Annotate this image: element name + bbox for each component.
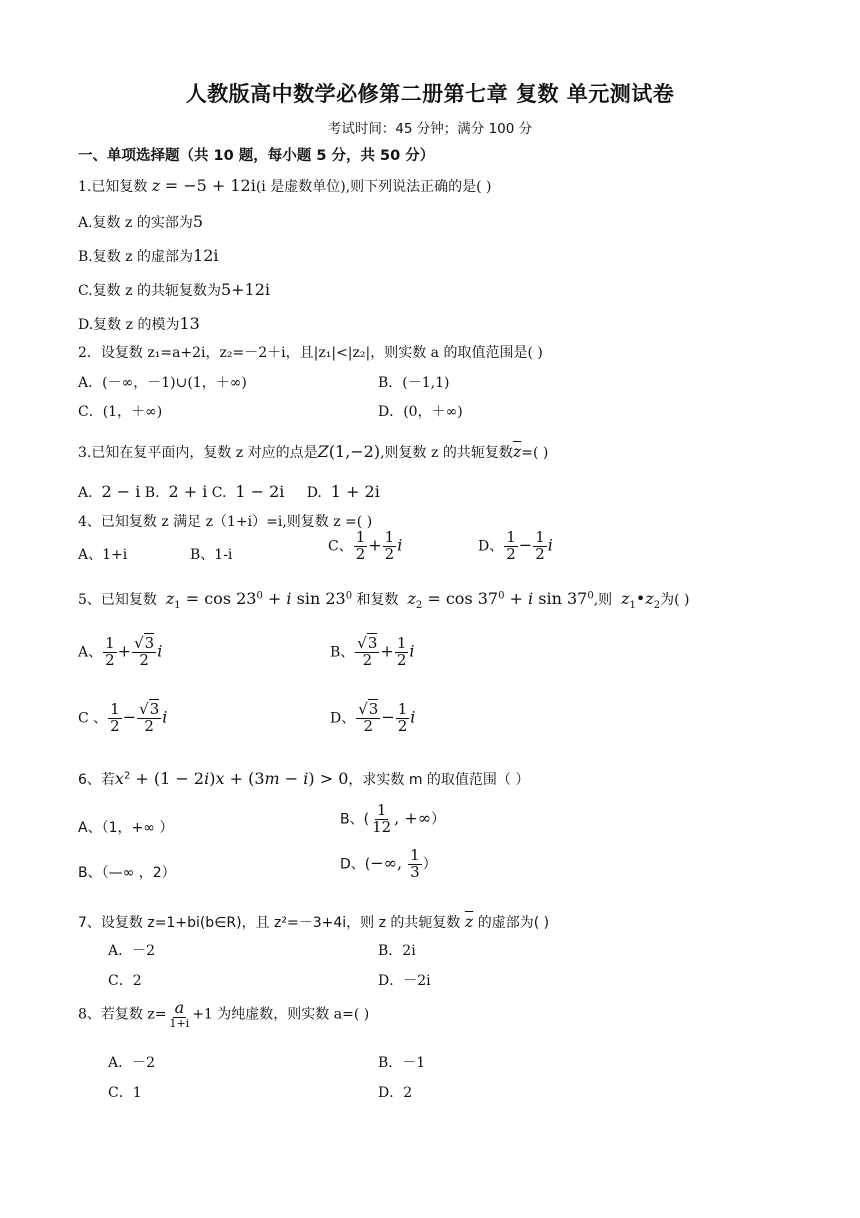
question-2-option-d: D．(0，＋∞) (378, 404, 463, 420)
question-1-option-d: D.复数 z 的模为13 (78, 314, 200, 333)
question-7-option-b: B．2i (378, 943, 416, 959)
question-6-option-d: D、(−∞, $\frac{1}{3}$ ） (340, 846, 437, 881)
question-6-option-b: B、( $\frac{1}{12}$ , +∞） (340, 801, 446, 836)
question-1-option-c: C.复数 z 的共轭复数为5+12i (78, 280, 271, 299)
question-5-option-c: C 、 $\frac{1}{2}$ − $\frac{√3}{2}$ i (78, 700, 168, 735)
question-1-stem: 1.已知复数 z = −5 + 12i(i 是虚数单位),则下列说法正确的是( ) (78, 176, 492, 195)
question-7-option-d: D．－2i (378, 973, 431, 989)
question-7-option-c: C．2 (108, 973, 142, 989)
question-2-option-b: B．(－1,1) (378, 375, 450, 391)
question-7-stem: 7、设复数 z=1+bi(b∈R)，且 z²=－3+4i，则 z 的共轭复数 $\overline{z}$ 的虚部为( ) (78, 912, 550, 931)
question-5-stem: 5、已知复数 $z_1 = \cos 23^0 + i$ $\sin 23^0$ 和复数 $z_2 = \cos 37^0 + i$ $\sin 37^0$,则 $z_1•z_2$为( ) (78, 589, 690, 611)
question-8-option-a: A．－2 (108, 1055, 156, 1071)
exam-info: 考试时间：45 分钟；满分 100 分 (327, 121, 533, 137)
question-4-option-d: D、 $\frac{1}{2}$ − $\frac{1}{2}$ i (478, 528, 553, 563)
question-8-option-d: D．2 (378, 1085, 413, 1101)
question-8-stem: 8、若复数 z= $\frac{a}{1+i}$ +1 为纯虚数，则实数 a=( ) (78, 998, 370, 1030)
question-5-option-b: B、 $\frac{√3}{2}$ + $\frac{1}{2}$ i (330, 634, 415, 669)
question-2-option-c: C．(1，＋∞) (78, 404, 163, 420)
question-2-option-a: A．(－∞，－1)∪(1，＋∞) (78, 375, 247, 391)
question-1-option-a: A.复数 z 的实部为5 (78, 212, 204, 231)
question-6-stem: 6、若$x^2 + (1 - 2i)x + (3m - i) > 0$，求实数 m 的取值范围（ ） (78, 769, 530, 788)
page-title: 人教版高中数学必修第二册第七章 复数 单元测试卷 (185, 82, 675, 106)
question-5-option-a: A、 $\frac{1}{2}$ + $\frac{√3}{2}$ i (78, 634, 163, 669)
question-5-option-d: D、 $\frac{√3}{2}$ − $\frac{1}{2}$ i (330, 700, 416, 735)
question-8-option-c: C．1 (108, 1085, 142, 1101)
question-4-option-c: C、 $\frac{1}{2}$ + $\frac{1}{2}$ i (328, 528, 403, 563)
question-6-option-c: B、（—∞ ，2） (78, 865, 176, 881)
question-4-stem: 4、已知复数 z 满足 z（1+i）=i,则复数 z =( ) (78, 514, 373, 530)
question-3-stem: 3.已知在复平面内，复数 z 对应的点是Z(1,−2),则复数 z 的共轭复数$\overline{z}=$( ) (78, 442, 549, 461)
question-7-option-a: A．－2 (108, 943, 156, 959)
question-4-option-b: B、1-i (190, 547, 233, 563)
question-3-options: A. 2 − i B. 2 + i C. 1 − 2i D. 1 + 2i (78, 482, 380, 501)
question-1-option-b: B.复数 z 的虚部为12i (78, 246, 219, 265)
question-6-option-a: A、（1，+∞ ） (78, 820, 174, 836)
question-4-option-a: A、1+i (78, 547, 128, 563)
section-heading: 一、单项选择题（共 10 题，每小题 5 分，共 50 分） (78, 148, 435, 164)
question-8-option-b: B．－1 (378, 1055, 426, 1071)
question-2-stem: 2．设复数 z₁=a+2i，z₂=－2＋i，且|z₁|<|z₂|，则实数 a 的取值范围是( ) (78, 345, 543, 361)
